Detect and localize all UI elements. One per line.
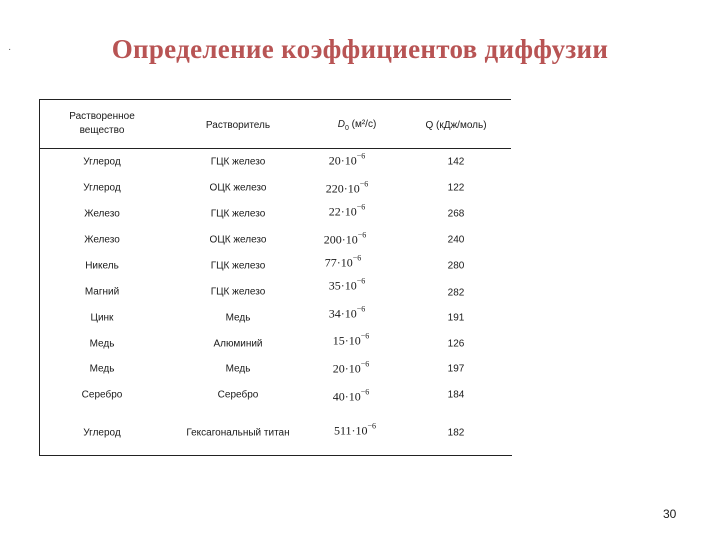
cell-solvent: ГЦК железо — [210, 260, 266, 272]
cell-d0 — [333, 388, 370, 405]
cell-d0-exponent: −6 — [360, 359, 370, 369]
cell-q: 240 — [447, 234, 465, 246]
slide-title: Определение коэффициентов диффузии — [111, 34, 609, 64]
cell-d0 — [333, 332, 370, 349]
cell-d0-multiplier: ·10 — [344, 333, 361, 348]
cell-d0-multiplier: ·10 — [336, 255, 353, 270]
header-solute-line2: вещество — [79, 125, 125, 136]
cell-solute: Углерод — [83, 182, 121, 194]
cell-d0-value: 34 — [328, 306, 341, 321]
cell-solute: Серебро — [81, 389, 123, 401]
cell-q: 126 — [447, 338, 465, 350]
header-d0 — [338, 118, 377, 136]
header-solute-line1: Растворенное — [69, 111, 135, 122]
cell-d0-multiplier: ·10 — [340, 278, 357, 293]
cell-d0-multiplier: ·10 — [351, 423, 368, 438]
cell-q: 191 — [447, 312, 465, 324]
cell-d0 — [329, 152, 366, 169]
cell-d0-multiplier: ·10 — [343, 181, 360, 196]
header-solvent: Растворитель — [205, 120, 271, 131]
bullet-dot: · — [8, 44, 12, 55]
cell-solvent: Алюминий — [213, 338, 263, 350]
diffusion-table — [39, 99, 512, 456]
cell-d0 — [324, 231, 367, 248]
cell-d0-multiplier: ·10 — [341, 232, 358, 247]
cell-d0 — [329, 305, 366, 322]
cell-d0-value: 20 — [328, 153, 341, 168]
header-solute — [69, 110, 135, 138]
cell-d0 — [333, 360, 370, 377]
cell-solute: Медь — [89, 338, 115, 350]
cell-d0-exponent: −6 — [359, 179, 369, 189]
cell-q: 182 — [447, 427, 465, 439]
cell-d0-exponent: −6 — [367, 421, 377, 431]
cell-solvent: Медь — [225, 312, 251, 324]
cell-solvent: ГЦК железо — [210, 286, 266, 298]
cell-solvent: ОЦК железо — [209, 234, 267, 246]
cell-d0-value: 40 — [332, 389, 345, 404]
cell-q: 142 — [447, 156, 465, 168]
cell-solute: Никель — [85, 260, 119, 272]
cell-solvent: ГЦК железо — [210, 208, 266, 220]
cell-q: 122 — [447, 182, 465, 194]
cell-d0-value: 511 — [333, 423, 352, 438]
header-q: Q (кДж/моль) — [425, 120, 487, 131]
cell-d0-multiplier: ·10 — [340, 204, 357, 219]
cell-d0-value: 35 — [328, 278, 341, 293]
cell-solvent: ОЦК железо — [209, 182, 267, 194]
cell-d0-exponent: −6 — [356, 304, 366, 314]
page-number: 30 — [663, 507, 677, 521]
cell-d0-multiplier: ·10 — [344, 389, 361, 404]
cell-d0-value: 200 — [323, 232, 342, 247]
cell-solvent: Гексагональный титан — [186, 427, 290, 439]
cell-solvent: Медь — [225, 363, 251, 375]
cell-d0 — [326, 180, 369, 197]
cell-d0-value: 22 — [328, 204, 341, 219]
cell-solvent: ГЦК железо — [210, 156, 266, 168]
cell-d0-multiplier: ·10 — [344, 361, 361, 376]
cell-d0 — [334, 422, 376, 439]
cell-d0-value: 220 — [325, 181, 344, 196]
cell-q: 280 — [447, 260, 465, 272]
cell-q: 197 — [447, 363, 465, 375]
table-header-separator — [39, 148, 511, 149]
cell-d0-multiplier: ·10 — [340, 306, 357, 321]
cell-d0-value: 20 — [332, 361, 345, 376]
cell-solute: Цинк — [90, 312, 114, 324]
cell-d0-exponent: −6 — [357, 230, 367, 240]
cell-d0-multiplier: ·10 — [340, 153, 357, 168]
cell-d0 — [329, 203, 366, 220]
cell-d0 — [325, 254, 362, 271]
cell-q: 282 — [447, 287, 465, 299]
cell-q: 184 — [447, 389, 465, 401]
header-d0-subscript: 0 — [344, 125, 349, 132]
header-d0-unit: (м²/с) — [348, 119, 377, 130]
cell-solute: Углерод — [83, 156, 121, 168]
cell-d0-exponent: −6 — [360, 331, 370, 341]
cell-solute: Медь — [89, 363, 115, 375]
cell-solute: Углерод — [83, 427, 121, 439]
cell-d0-value: 15 — [332, 333, 345, 348]
cell-solute: Магний — [84, 286, 120, 298]
cell-d0-exponent: −6 — [356, 151, 366, 161]
cell-q: 268 — [447, 208, 465, 220]
cell-solvent: Серебро — [217, 389, 259, 401]
cell-d0-value: 77 — [324, 255, 337, 270]
cell-d0-exponent: −6 — [356, 276, 366, 286]
cell-solute: Железо — [84, 208, 120, 220]
cell-d0-exponent: −6 — [352, 253, 362, 263]
cell-d0-exponent: −6 — [360, 387, 370, 397]
cell-d0 — [329, 277, 366, 294]
cell-solute: Железо — [84, 234, 120, 246]
header-d0-symbol: D — [337, 119, 345, 130]
cell-d0-exponent: −6 — [356, 202, 366, 212]
table-top-border — [39, 99, 511, 100]
